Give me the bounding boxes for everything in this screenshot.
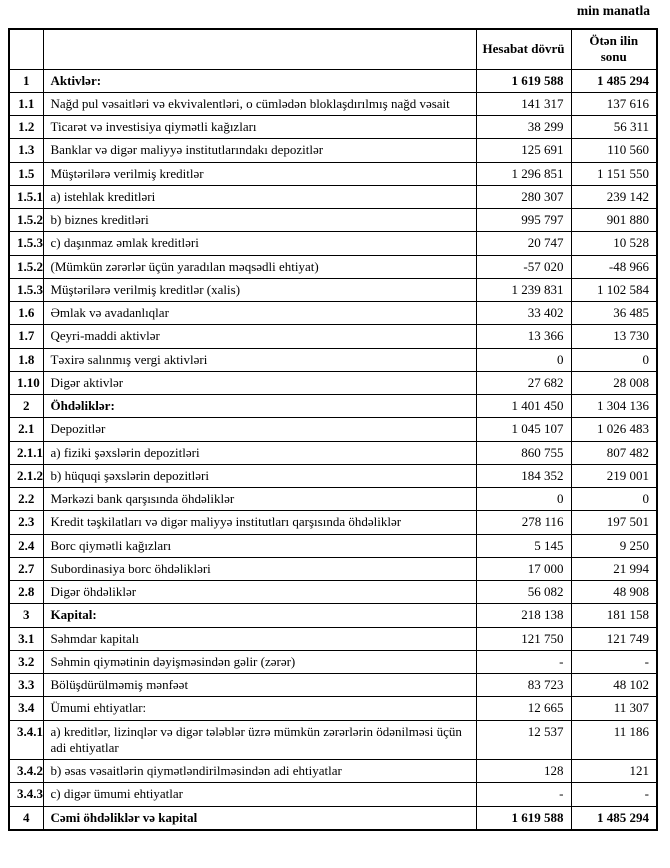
row-label-cell: Borc qiymətli kağızları xyxy=(43,534,476,557)
row-current-cell: 218 138 xyxy=(476,604,571,627)
row-current-cell: 278 116 xyxy=(476,511,571,534)
row-number-cell: 2 xyxy=(9,395,43,418)
row-previous-cell: 121 xyxy=(571,760,657,783)
row-number-cell: 1.5.3 xyxy=(9,278,43,301)
row-current-cell: 184 352 xyxy=(476,464,571,487)
row-label-cell: Əmlak və avadanlıqlar xyxy=(43,302,476,325)
row-previous-cell: 56 311 xyxy=(571,116,657,139)
table-row xyxy=(9,534,657,557)
row-number-cell: 2.1.1 xyxy=(9,441,43,464)
row-current-cell: -57 020 xyxy=(476,255,571,278)
table-row xyxy=(9,783,657,806)
row-previous-cell: - xyxy=(571,783,657,806)
row-label-cell: (Mümkün zərərlər üçün yaradılan məqsədli ehtiyat) xyxy=(43,255,476,278)
row-current-cell: 995 797 xyxy=(476,209,571,232)
row-number-cell: 1.7 xyxy=(9,325,43,348)
table-row xyxy=(9,209,657,232)
row-current-cell: 1 296 851 xyxy=(476,162,571,185)
row-label-cell: Subordinasiya borc öhdəlikləri xyxy=(43,557,476,580)
row-current-cell: 33 402 xyxy=(476,302,571,325)
table-row xyxy=(9,348,657,371)
row-previous-cell: 28 008 xyxy=(571,371,657,394)
row-previous-cell: 807 482 xyxy=(571,441,657,464)
row-current-cell: 17 000 xyxy=(476,557,571,580)
row-previous-cell: 239 142 xyxy=(571,185,657,208)
row-current-cell: 141 317 xyxy=(476,92,571,115)
row-previous-cell: 10 528 xyxy=(571,232,657,255)
row-number-cell: 1 xyxy=(9,69,43,92)
table-row xyxy=(9,650,657,673)
row-number-cell: 2.4 xyxy=(9,534,43,557)
row-previous-cell: 48 908 xyxy=(571,581,657,604)
row-current-cell: 13 366 xyxy=(476,325,571,348)
row-number-cell: 1.1 xyxy=(9,92,43,115)
table-row xyxy=(9,278,657,301)
row-label-cell: Qeyri-maddi aktivlər xyxy=(43,325,476,348)
row-number-cell: 1.3 xyxy=(9,139,43,162)
row-number-cell: 1.6 xyxy=(9,302,43,325)
row-current-cell: 12 537 xyxy=(476,720,571,760)
row-label-cell: Digər öhdəliklər xyxy=(43,581,476,604)
row-label-cell: b) biznes kreditləri xyxy=(43,209,476,232)
row-current-cell: 38 299 xyxy=(476,116,571,139)
row-label-cell: Digər aktivlər xyxy=(43,371,476,394)
row-previous-cell: 1 102 584 xyxy=(571,278,657,301)
row-previous-cell: -48 966 xyxy=(571,255,657,278)
row-number-cell: 2.1 xyxy=(9,418,43,441)
row-number-cell: 1.5 xyxy=(9,162,43,185)
row-label-cell: Bölüşdürülməmiş mənfəət xyxy=(43,674,476,697)
row-number-cell: 3.4.3 xyxy=(9,783,43,806)
header-label-cell xyxy=(43,29,476,69)
row-number-cell: 1.5.2 xyxy=(9,255,43,278)
table-row xyxy=(9,232,657,255)
row-label-cell: Təxirə salınmış vergi aktivləri xyxy=(43,348,476,371)
row-previous-cell: 901 880 xyxy=(571,209,657,232)
row-number-cell: 1.8 xyxy=(9,348,43,371)
row-previous-cell: 1 485 294 xyxy=(571,806,657,830)
table-header xyxy=(9,29,657,69)
row-label-cell: Mərkəzi bank qarşısında öhdəliklər xyxy=(43,488,476,511)
row-label-cell: a) istehlak kreditləri xyxy=(43,185,476,208)
row-number-cell: 3.1 xyxy=(9,627,43,650)
row-previous-cell: 0 xyxy=(571,488,657,511)
table-row xyxy=(9,464,657,487)
row-label-cell: Aktivlər: xyxy=(43,69,476,92)
table-row xyxy=(9,69,657,92)
row-label-cell: Müştərilərə verilmiş kreditlər (xalis) xyxy=(43,278,476,301)
row-number-cell: 1.10 xyxy=(9,371,43,394)
row-number-cell: 1.2 xyxy=(9,116,43,139)
row-current-cell: 121 750 xyxy=(476,627,571,650)
table-row xyxy=(9,441,657,464)
row-label-cell: b) hüquqi şəxslərin depozitləri xyxy=(43,464,476,487)
row-current-cell: 1 619 588 xyxy=(476,69,571,92)
balance-table-body xyxy=(9,69,657,830)
row-label-cell: Ümumi ehtiyatlar: xyxy=(43,697,476,720)
table-row xyxy=(9,627,657,650)
row-previous-cell: 9 250 xyxy=(571,534,657,557)
row-previous-cell: 1 304 136 xyxy=(571,395,657,418)
balance-sheet-table xyxy=(8,28,658,831)
row-current-cell: 5 145 xyxy=(476,534,571,557)
row-label-cell: Kapital: xyxy=(43,604,476,627)
row-previous-cell: 48 102 xyxy=(571,674,657,697)
row-number-cell: 3 xyxy=(9,604,43,627)
row-previous-cell: 36 485 xyxy=(571,302,657,325)
table-row xyxy=(9,185,657,208)
row-previous-cell: 1 485 294 xyxy=(571,69,657,92)
row-previous-cell: 0 xyxy=(571,348,657,371)
row-number-cell: 1.5.2 xyxy=(9,209,43,232)
table-row xyxy=(9,511,657,534)
row-label-cell: Öhdəliklər: xyxy=(43,395,476,418)
table-row xyxy=(9,255,657,278)
table-row xyxy=(9,581,657,604)
table-row xyxy=(9,302,657,325)
row-current-cell: 860 755 xyxy=(476,441,571,464)
table-row xyxy=(9,371,657,394)
row-number-cell: 4 xyxy=(9,806,43,830)
row-current-cell: - xyxy=(476,650,571,673)
table-row xyxy=(9,395,657,418)
row-current-cell: 0 xyxy=(476,348,571,371)
row-previous-cell: 137 616 xyxy=(571,92,657,115)
row-number-cell: 1.5.3 xyxy=(9,232,43,255)
row-previous-cell: 181 158 xyxy=(571,604,657,627)
row-current-cell: 56 082 xyxy=(476,581,571,604)
row-current-cell: 0 xyxy=(476,488,571,511)
row-label-cell: a) fiziki şəxslərin depozitləri xyxy=(43,441,476,464)
table-row xyxy=(9,162,657,185)
table-row xyxy=(9,325,657,348)
row-current-cell: 83 723 xyxy=(476,674,571,697)
table-row xyxy=(9,488,657,511)
header-number-cell xyxy=(9,29,43,69)
row-current-cell: 20 747 xyxy=(476,232,571,255)
header-row xyxy=(9,29,657,69)
row-current-cell: 1 619 588 xyxy=(476,806,571,830)
row-current-cell: 1 401 450 xyxy=(476,395,571,418)
row-number-cell: 3.3 xyxy=(9,674,43,697)
table-row xyxy=(9,418,657,441)
row-label-cell: c) daşınmaz əmlak kreditləri xyxy=(43,232,476,255)
row-current-cell: 1 045 107 xyxy=(476,418,571,441)
row-previous-cell: 121 749 xyxy=(571,627,657,650)
table-row xyxy=(9,116,657,139)
table-row xyxy=(9,806,657,830)
row-current-cell: - xyxy=(476,783,571,806)
row-number-cell: 1.5.1 xyxy=(9,185,43,208)
row-label-cell: Nağd pul vəsaitləri və ekvivalentləri, o cümlədən bloklaşdırılmış nağd vəsait xyxy=(43,92,476,115)
row-label-cell: a) kreditlər, lizinqlər və digər tələblər üzrə mümkün zərərlərin ödənilməsi üçün adi ehtiyatlar xyxy=(43,720,476,760)
row-current-cell: 280 307 xyxy=(476,185,571,208)
table-row xyxy=(9,760,657,783)
row-current-cell: 12 665 xyxy=(476,697,571,720)
row-label-cell: Depozitlər xyxy=(43,418,476,441)
table-row xyxy=(9,674,657,697)
header-current-period-cell: Hesabat dövrü xyxy=(476,29,571,69)
row-previous-cell: - xyxy=(571,650,657,673)
row-label-cell: Müştərilərə verilmiş kreditlər xyxy=(43,162,476,185)
row-current-cell: 128 xyxy=(476,760,571,783)
row-previous-cell: 219 001 xyxy=(571,464,657,487)
row-previous-cell: 11 186 xyxy=(571,720,657,760)
row-number-cell: 2.8 xyxy=(9,581,43,604)
row-label-cell: Səhmin qiymətinin dəyişməsindən gəlir (zərər) xyxy=(43,650,476,673)
table-row xyxy=(9,604,657,627)
table-row xyxy=(9,557,657,580)
row-current-cell: 27 682 xyxy=(476,371,571,394)
row-number-cell: 2.1.2 xyxy=(9,464,43,487)
table-row xyxy=(9,697,657,720)
row-label-cell: b) əsas vəsaitlərin qiymətləndirilməsindən adi ehtiyatlar xyxy=(43,760,476,783)
row-label-cell: Cəmi öhdəliklər və kapital xyxy=(43,806,476,830)
row-number-cell: 2.7 xyxy=(9,557,43,580)
row-number-cell: 2.3 xyxy=(9,511,43,534)
row-current-cell: 125 691 xyxy=(476,139,571,162)
row-previous-cell: 21 994 xyxy=(571,557,657,580)
row-label-cell: Banklar və digər maliyyə institutlarındakı depozitlər xyxy=(43,139,476,162)
row-label-cell: c) digər ümumi ehtiyatlar xyxy=(43,783,476,806)
row-number-cell: 3.4 xyxy=(9,697,43,720)
row-label-cell: Ticarət və investisiya qiymətli kağızları xyxy=(43,116,476,139)
table-row xyxy=(9,720,657,760)
header-previous-period-cell: Ötən ilin sonu xyxy=(571,29,657,69)
table-row xyxy=(9,92,657,115)
row-previous-cell: 197 501 xyxy=(571,511,657,534)
table-row xyxy=(9,139,657,162)
row-previous-cell: 110 560 xyxy=(571,139,657,162)
row-number-cell: 2.2 xyxy=(9,488,43,511)
row-number-cell: 3.4.1 xyxy=(9,720,43,760)
row-current-cell: 1 239 831 xyxy=(476,278,571,301)
row-number-cell: 3.2 xyxy=(9,650,43,673)
row-label-cell: Səhmdar kapitalı xyxy=(43,627,476,650)
row-previous-cell: 11 307 xyxy=(571,697,657,720)
row-previous-cell: 1 151 550 xyxy=(571,162,657,185)
row-previous-cell: 1 026 483 xyxy=(571,418,657,441)
row-previous-cell: 13 730 xyxy=(571,325,657,348)
row-label-cell: Kredit təşkilatları və digər maliyyə institutları qarşısında öhdəliklər xyxy=(43,511,476,534)
unit-label: min manatla xyxy=(576,3,650,18)
row-number-cell: 3.4.2 xyxy=(9,760,43,783)
